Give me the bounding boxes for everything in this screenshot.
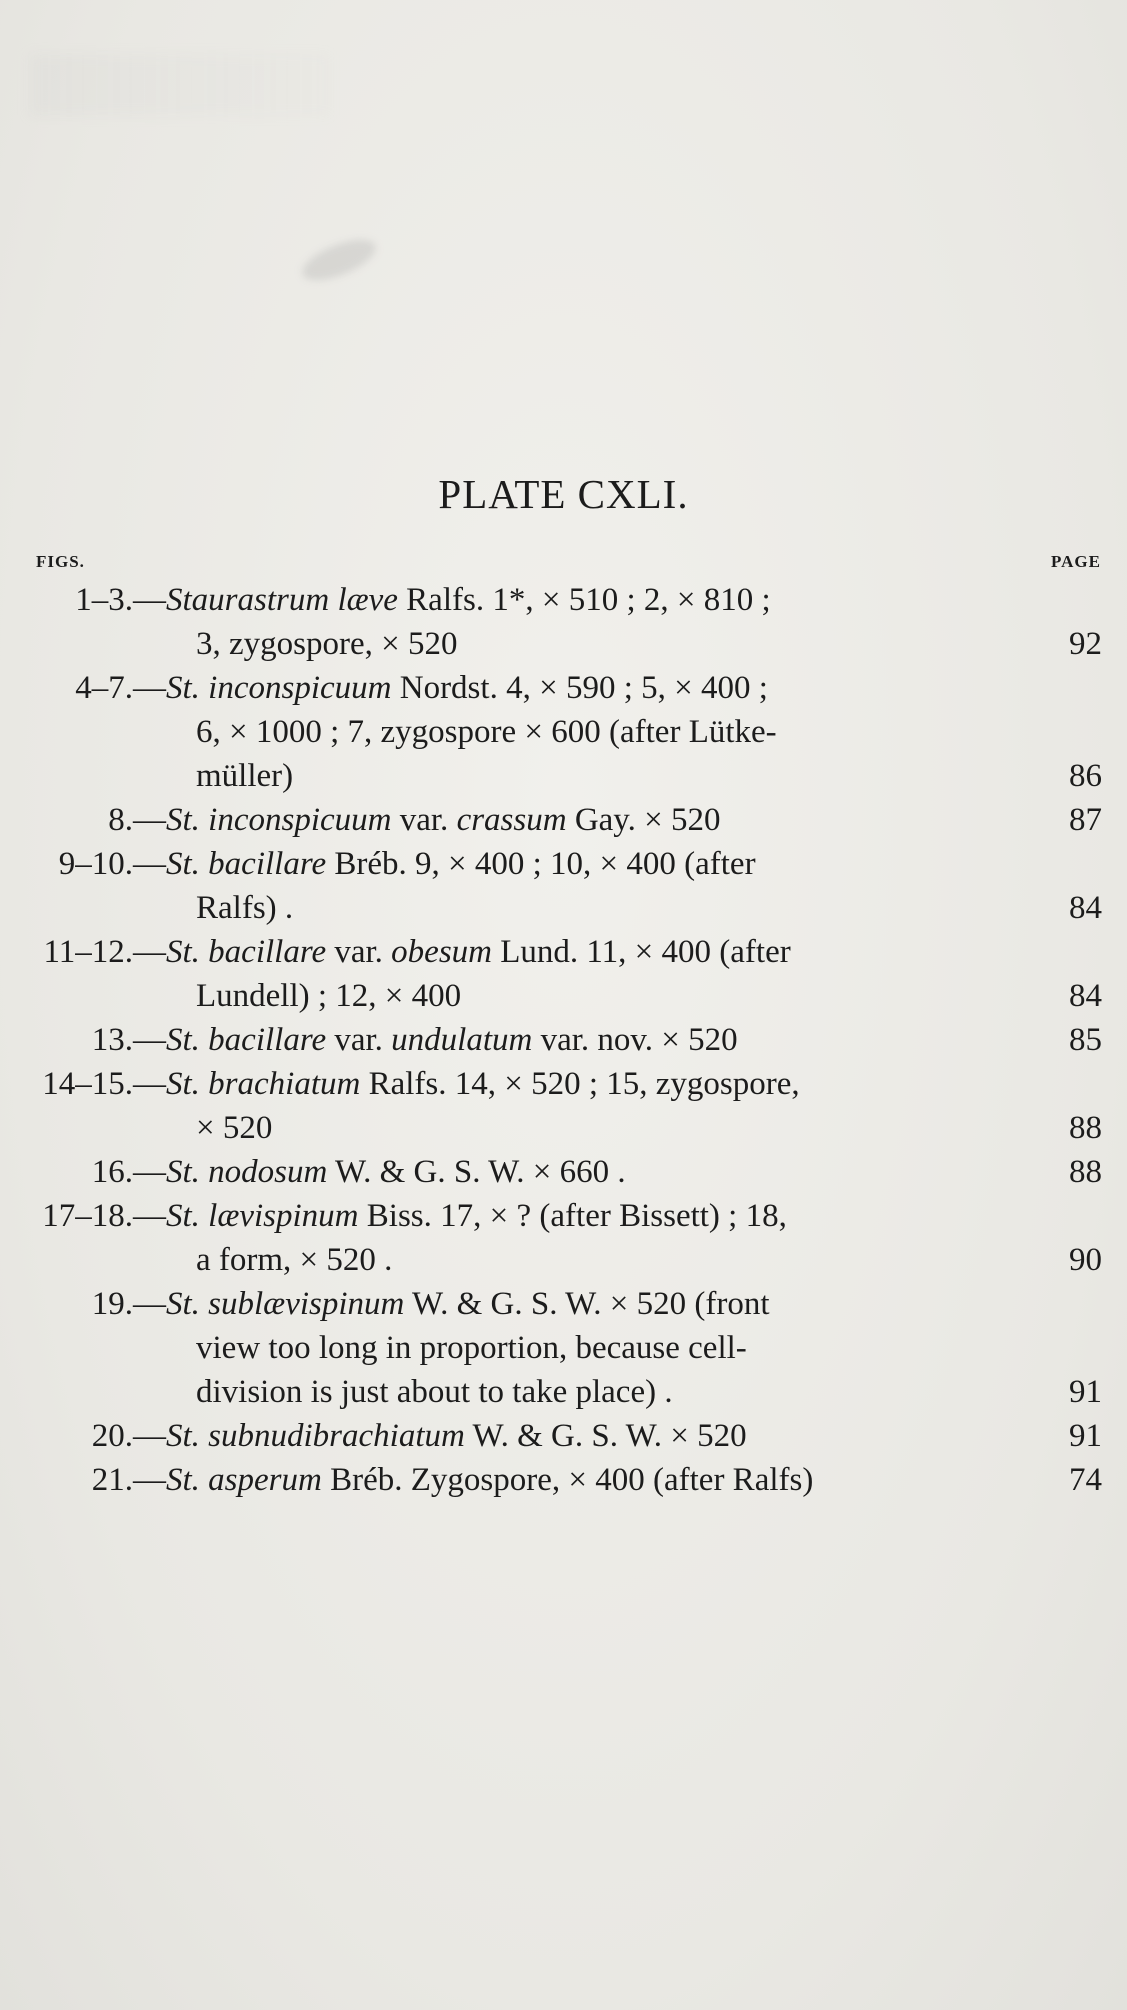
- entry-first-line: [0, 1282, 1127, 1326]
- continuation-text: Lundell) ; 12, × 400: [196, 978, 462, 1014]
- plate-entries-list: [0, 578, 1127, 1502]
- list-item: [0, 578, 1127, 666]
- author-name: Ralfs.: [397, 582, 485, 618]
- author-name: Ralfs.: [360, 1066, 447, 1102]
- magnification-text: 4, × 590 ; 5, × 400 ;: [497, 670, 768, 706]
- page-number: 84: [1069, 978, 1102, 1014]
- species-name: St. bacillare: [166, 846, 327, 882]
- entry-first-line: [0, 666, 1127, 710]
- figure-number: 13.—: [91, 1022, 166, 1058]
- page-number: 87: [1069, 802, 1102, 838]
- species-name: St. nodosum: [166, 1154, 328, 1190]
- author-name: var.: [326, 1022, 392, 1058]
- entry-first-line: [0, 1018, 1127, 1062]
- figure-number: 1–3.—: [75, 582, 166, 618]
- magnification-text: 14, × 520 ; 15, zygospore,: [446, 1066, 800, 1102]
- entry-text: [166, 578, 771, 622]
- figure-number: 19.—: [91, 1286, 166, 1322]
- entry-text: [166, 1194, 787, 1238]
- entry-continuation-line: [0, 886, 1127, 930]
- list-item: [0, 930, 1127, 1018]
- entry-first-line: [0, 1194, 1127, 1238]
- figure-number: 8.—: [108, 802, 166, 838]
- entry-text: [166, 930, 791, 974]
- entry-text: [166, 666, 768, 710]
- page-number: 90: [1069, 1242, 1102, 1278]
- species-name: St. subnudibrachiatum: [166, 1418, 465, 1454]
- author-name: W. & G. S. W.: [464, 1418, 662, 1454]
- entry-continuation-line: [0, 1106, 1127, 1150]
- entry-continuation-line: [0, 1238, 1127, 1282]
- page-column-header: PAGE: [1051, 552, 1101, 571]
- continuation-text: 3, zygospore, × 520: [196, 626, 458, 662]
- figure-number: 16.—: [91, 1154, 166, 1190]
- entry-text: [166, 1282, 770, 1326]
- list-item: [0, 1458, 1127, 1502]
- continuation-text: × 520: [196, 1110, 273, 1146]
- variety-name: obesum: [391, 934, 492, 970]
- figs-column-header: FIGS.: [36, 552, 85, 571]
- author-name: Bréb.: [321, 1462, 403, 1498]
- entry-continuation-line: [0, 974, 1127, 1018]
- entry-continuation-line: [0, 1326, 1127, 1370]
- entry-first-line: [0, 1150, 1127, 1194]
- entry-text: [166, 1062, 800, 1106]
- figure-number: 9–10.—: [58, 846, 166, 882]
- list-item: [0, 666, 1127, 798]
- page-number: 88: [1069, 1154, 1102, 1190]
- page-number: 86: [1069, 758, 1102, 794]
- entry-first-line: [0, 842, 1127, 886]
- author-name: W. & G. S. W.: [327, 1154, 525, 1190]
- page-number: 91: [1069, 1418, 1102, 1454]
- magnification-text: 1*, × 510 ; 2, × 810 ;: [484, 582, 771, 618]
- magnification-text: 9, × 400 ; 10, × 400 (after: [406, 846, 756, 882]
- species-name: Staurastrum læve: [166, 582, 398, 618]
- entry-text: [166, 1018, 738, 1062]
- species-name: St. brachiatum: [166, 1066, 361, 1102]
- list-item: [0, 1062, 1127, 1150]
- continuation-text: Ralfs) .: [196, 890, 294, 926]
- author-name: var.: [391, 802, 457, 838]
- page-number: 92: [1069, 626, 1102, 662]
- continuation-text: division is just about to take place) .: [196, 1374, 673, 1410]
- figure-number: 21.—: [91, 1462, 166, 1498]
- variety-name: crassum: [456, 802, 567, 838]
- entry-first-line: [0, 578, 1127, 622]
- species-name: St. inconspicuum: [166, 670, 392, 706]
- entry-text: [166, 798, 721, 842]
- entry-continuation-line: [0, 710, 1127, 754]
- author-name: Nordst.: [391, 670, 498, 706]
- entry-continuation-line: [0, 622, 1127, 666]
- entry-first-line: [0, 1062, 1127, 1106]
- author-name: W. & G. S. W.: [404, 1286, 602, 1322]
- variety-name: undulatum: [391, 1022, 533, 1058]
- page-number: 74: [1069, 1462, 1102, 1498]
- entry-continuation-line: [0, 754, 1127, 798]
- species-name: St. bacillare: [166, 1022, 327, 1058]
- entry-first-line: [0, 930, 1127, 974]
- species-name: St. sublævispinum: [166, 1286, 405, 1322]
- species-name: St. bacillare: [166, 934, 327, 970]
- magnification-text: Gay. × 520: [566, 802, 721, 838]
- list-item: [0, 1194, 1127, 1282]
- list-item: [0, 798, 1127, 842]
- plate-title: PLATE CXLI.: [438, 471, 689, 517]
- faded-bleedthrough-text: [30, 55, 330, 115]
- entry-text: [166, 1150, 626, 1194]
- magnification-text: Zygospore, × 400 (after Ralfs): [402, 1462, 814, 1498]
- entry-text: [166, 1458, 813, 1502]
- entry-text: [166, 1414, 747, 1458]
- list-item: [0, 842, 1127, 930]
- page-number: 84: [1069, 890, 1102, 926]
- magnification-text: Lund. 11, × 400 (after: [492, 934, 791, 970]
- species-name: St. lævispinum: [166, 1198, 359, 1234]
- continuation-text: müller): [196, 758, 294, 794]
- author-name: Bréb.: [326, 846, 407, 882]
- magnification-text: × 660 .: [524, 1154, 626, 1190]
- continuation-text: view too long in proportion, because cell-: [196, 1330, 747, 1366]
- figure-number: 20.—: [91, 1418, 166, 1454]
- magnification-text: × 520: [662, 1418, 747, 1454]
- continuation-text: 6, × 1000 ; 7, zygospore × 600 (after Lütke-: [196, 714, 777, 750]
- figure-number: 17–18.—: [42, 1198, 166, 1234]
- page-smudge: [297, 231, 381, 288]
- entry-first-line: [0, 798, 1127, 842]
- author-name: Biss.: [358, 1198, 432, 1234]
- list-item: [0, 1018, 1127, 1062]
- continuation-text: a form, × 520 .: [196, 1242, 393, 1278]
- page-number: 85: [1069, 1022, 1102, 1058]
- figure-number: 4–7.—: [75, 670, 166, 706]
- page-number: 88: [1069, 1110, 1102, 1146]
- magnification-text: × 520 (front: [601, 1286, 770, 1322]
- entry-continuation-line: [0, 1370, 1127, 1414]
- entry-first-line: [0, 1414, 1127, 1458]
- entry-text: [166, 842, 756, 886]
- magnification-text: var. nov. × 520: [532, 1022, 738, 1058]
- magnification-text: 17, × ? (after Bissett) ; 18,: [431, 1198, 787, 1234]
- list-item: [0, 1414, 1127, 1458]
- figure-number: 14–15.—: [42, 1066, 166, 1102]
- entry-first-line: [0, 1458, 1127, 1502]
- species-name: St. asperum: [166, 1462, 322, 1498]
- list-item: [0, 1282, 1127, 1414]
- author-name: var.: [326, 934, 392, 970]
- species-name: St. inconspicuum: [166, 802, 392, 838]
- list-item: [0, 1150, 1127, 1194]
- page-number: 91: [1069, 1374, 1102, 1410]
- figure-number: 11–12.—: [43, 934, 166, 970]
